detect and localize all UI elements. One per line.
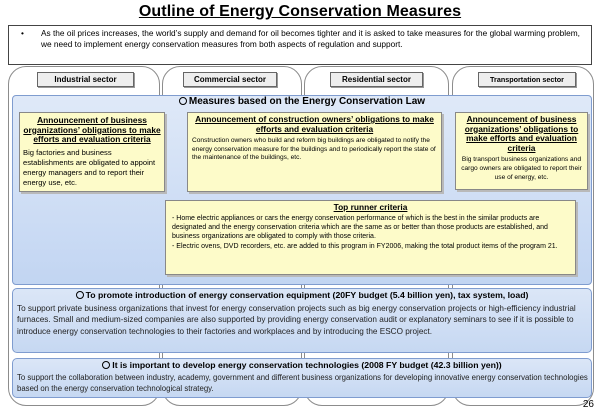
construction-obligations-title: Announcement of construction owners’ obligations to make efforts and evaluation criteria <box>195 114 434 134</box>
construction-obligations-body: Construction owners who build and reform big buildings are obligated to notify the energy conservation measure for the buildings and to periodically report the state of the maintenance of the buildings, etc. <box>192 137 436 162</box>
top-runner-note <box>165 200 576 275</box>
industrial-obligations-body: Big factories and business establishments are obligated to appoint energy managers and to report their energy use, etc. <box>23 147 156 188</box>
top-runner-title: Top runner criteria <box>333 202 408 212</box>
industrial-obligations-note <box>19 112 165 192</box>
intro-box <box>8 25 592 65</box>
circle-bullet-icon <box>179 97 187 105</box>
transport-obligations-title: Announcement of business organizations’ obligations to make efforts and evaluation criteria <box>464 114 579 153</box>
page-number: 26 <box>582 399 594 410</box>
intro-bullet: • <box>21 28 24 38</box>
technology-development-body: To support the collaboration between industry, academy, government and different business organizations for developing innovative energy conservation technologies based on the energy conservation technological strategy. <box>17 373 588 393</box>
circle-bullet-icon <box>76 291 84 299</box>
transport-obligations-note <box>455 112 588 190</box>
law-measures-title: Measures based on the Energy Conservation Law <box>12 96 592 108</box>
sector-label-commercial: Commercial sector <box>183 72 277 87</box>
top-runner-item-2: - Electric ovens, DVD recorders, etc. are added to this program in FY2006, making the total product items of the program 21. <box>172 242 558 250</box>
circle-bullet-icon <box>102 361 110 369</box>
equipment-support-body: To support private business organizations that invest for energy conservation projects such as big energy conservation projects or high-efficiency industrial furnaces. Small and medium-sized companies are also supported by providing energy conservation audit or explanatory seminars to see if it is possible to introduce energy conservation technologies to their factories and workplaces and by introducing the ESCO project. <box>17 304 576 336</box>
page-title: Outline of Energy Conservation Measures <box>138 3 462 20</box>
sector-label-residential: Residential sector <box>330 72 423 87</box>
sector-label-transportation: Transportation sector <box>478 72 576 87</box>
top-runner-item-1: - Home electric appliances or cars the energy conservation performance of which is the best in the similar products are designated and the energy conservation criteria which are the same as or better than those products are established, and business organizations are obligated to comply with those criteria. <box>172 214 548 241</box>
construction-obligations-note <box>187 112 442 192</box>
technology-development-title: It is important to develop energy conservation technologies (2008 FY budget (42.3 billion yen)) <box>12 360 592 371</box>
industrial-obligations-title: Announcement of business organizations’ obligations to make efforts and evaluation criteria <box>23 115 161 145</box>
sector-label-industrial: Industrial sector <box>37 72 134 87</box>
intro-text: As the oil prices increases, the world’s supply and demand for oil becomes tighter and it is asked to take measures for the global warming problem, we need to implement energy conservation measures from both aspects of regulation and support. <box>41 28 580 50</box>
equipment-support-title: To promote introduction of energy conservation equipment (20FY budget (5.4 billion yen), tax system, load) <box>12 290 592 301</box>
transport-obligations-body: Big transport business organizations and cargo owners are obligated to report their use of energy, etc. <box>461 156 582 181</box>
